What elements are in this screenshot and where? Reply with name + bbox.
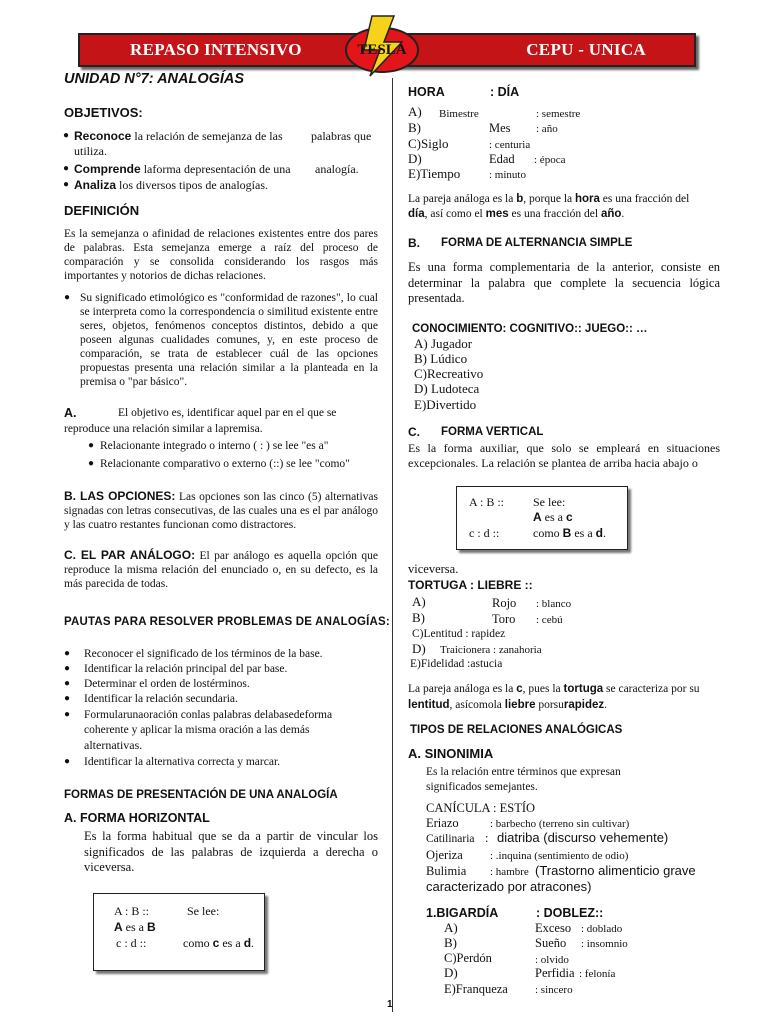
option-a: Toro (492, 612, 516, 626)
page-number: 1 (387, 999, 393, 1010)
option-b: : olvido (535, 954, 569, 966)
vertical-label: C. (408, 425, 420, 439)
option-a: Perfidia (535, 966, 575, 980)
bullet-icon: ● (63, 130, 70, 141)
example-value: : hambre (490, 866, 529, 878)
hora-explicacion: La pareja análoga es la b, porque la hora es una fracción del (408, 193, 690, 205)
option-b: : año (536, 123, 558, 135)
sinonimia-text-2: significados semejantes. (426, 781, 538, 793)
hora-title-dia: : DÍA (490, 85, 520, 99)
option-key: A) (412, 594, 426, 609)
sec-a-text: El objetivo es, identificar aquel par en el que se (118, 407, 337, 419)
pauta-item: Reconocer el significado de los términos de la base. (84, 648, 323, 660)
option-b: : cebú (536, 614, 563, 626)
option-b: : felonía (579, 968, 616, 980)
bullet-icon: ● (63, 179, 70, 190)
forma-horizontal-title: A. FORMA HORIZONTAL (64, 811, 210, 825)
option-item: B) Lúdico (414, 351, 468, 366)
option-a: Exceso (535, 921, 572, 935)
option-b: : blanco (536, 598, 572, 610)
alternancia-text: Es una forma complementaria de la anterior, consiste en determinar la palabra que complete la secuencia lógica presentada. (408, 260, 720, 305)
objetivo-2-tail: analogía. (315, 162, 359, 176)
relacionante-interno: Relacionante integrado o interno ( : ) se lee "es a" (100, 440, 329, 452)
definicion-paragraph: Es la semejanza o afinidad de relaciones existentes entre dos pares de palabras. Esta semejanza emerge a raíz del proceso de comparación y se consolida considerando los rasgos más importantes y notorios de dichas relaciones. (64, 228, 378, 282)
svg-text:TESLA: TESLA (357, 42, 407, 58)
option-key: D) (412, 641, 426, 656)
definicion-title: DEFINICIÓN (64, 203, 140, 218)
bullet-icon: ● (64, 292, 71, 303)
bullet-icon: ● (88, 440, 95, 451)
header-right-title: CEPU - UNICA (526, 40, 646, 59)
objetivos-title: OBJETIVOS: (64, 105, 143, 120)
sec-a-text-2: reproduce una relación similar a lapremisa. (64, 423, 263, 435)
option-key: E)Franqueza (444, 982, 508, 996)
pautas-title: PAUTAS PARA RESOLVER PROBLEMAS DE ANALOGÍAS: (64, 616, 390, 628)
header-left-title: REPASO INTENSIVO (130, 40, 302, 59)
relacionante-externo: Relacionante comparativo o externo (::) se lee "como" (100, 458, 350, 470)
option-b: : minuto (489, 169, 526, 181)
hora-explicacion-2: día, así como el mes es una fracción del año. (408, 208, 625, 220)
option-item: A) Jugador (414, 336, 473, 351)
option-key: B) (444, 935, 457, 950)
bigardia-title: 1.BIGARDÍA (426, 906, 499, 920)
bullet-icon: ● (63, 163, 70, 174)
option-b: : semestre (536, 108, 581, 120)
forma-horizontal-text: Es la forma habitual que se da a partir de vincular los significados de las palabras de izquierda a derecha o viceversa. (84, 829, 378, 874)
option-a: Bimestre (439, 108, 479, 120)
option-a: Rojo (492, 596, 517, 610)
objetivo-1: Reconoce la relación de semejanza de las (74, 129, 283, 143)
tortuga-title: TORTUGA : LIEBRE :: (408, 578, 533, 592)
canicula-pair: CANÍCULA : ESTÍO (426, 801, 536, 815)
pauta-item-cont: alternativas. (84, 738, 143, 752)
column-divider (392, 78, 393, 1012)
alternancia-label: B. (408, 236, 420, 250)
objetivo-3: Analiza los diversos tipos de analogías. (74, 178, 268, 192)
bullet-icon: ● (88, 458, 95, 469)
option-b: : época (534, 154, 566, 166)
option-item: C)Recreativo (414, 366, 484, 381)
option-item: E)Divertido (414, 397, 477, 412)
sec-c-par-analogo: C. EL PAR ANÁLOGO: El par análogo es aquella opción que reproduce la misma relación del enunciado o, en su defecto, es la más parecida de todas. (64, 548, 378, 590)
option-item: D) Ludoteca (414, 381, 480, 396)
alternancia-title: FORMA DE ALTERNANCIA SIMPLE (441, 237, 633, 249)
option-key: E)Tiempo (408, 166, 461, 181)
example-value: : .inquina (sentimiento de odio) (490, 850, 629, 862)
vertical-text: Es la forma auxiliar, que solo se empleará en situaciones excepcionales. La relación se plantea de arriba hacia abajo o (408, 441, 720, 470)
option-a: Edad (489, 152, 515, 166)
sec-b-opciones: B. LAS OPCIONES: Las opciones son las cinco (5) alternativas signadas con letras consecutivas, de las cuales una es el par análogo y las cuatro restantes funcionan como distractores. (64, 489, 378, 531)
pauta-item: Determinar el orden de lostérminos. (84, 678, 250, 690)
pauta-item: Identificar la relación secundaria. (84, 693, 238, 705)
objetivo-2: Comprende laforma depresentación de una (74, 162, 291, 176)
vertical-example-box: A : B :: Se lee: A es a c c : d :: como B es a d. (456, 486, 628, 550)
example-key: Eriazo (426, 816, 459, 830)
option-a: Sueño (535, 936, 567, 950)
conocimiento-title: CONOCIMIENTO: COGNITIVO:: JUEGO:: … (412, 323, 648, 335)
tortuga-explicacion-2: lentitud, asícomola liebre porsurapidez. (408, 699, 608, 711)
example-key: Catilinaria (426, 833, 475, 845)
pauta-item-cont: coherente y aplicar la misma oración a las demás (84, 724, 310, 736)
option-item: E)Fidelidad :astucia (410, 658, 503, 670)
vertical-title: FORMA VERTICAL (441, 426, 544, 438)
option-b: : doblado (581, 923, 623, 935)
objetivo-1-end: utiliza. (74, 144, 107, 158)
tortuga-explicacion: La pareja análoga es la c, pues la tortuga se caracteriza por su (408, 683, 700, 695)
option-key: A) (408, 104, 422, 119)
option-key: D) (408, 151, 422, 166)
example-value: : barbecho (terreno sin cultivar) (490, 818, 630, 830)
bulimia-extension-2: caracterizado por atracones) (426, 879, 592, 894)
sinonimia-title: A. SINONIMIA (408, 746, 494, 761)
bulimia-extension: (Trastorno alimenticio grave (535, 863, 696, 878)
option-key: B) (412, 610, 425, 625)
option-a: Traicionera : zanahoria (440, 644, 542, 656)
bigardia-title-doblez: : DOBLEZ:: (536, 906, 604, 920)
vertical-text-end: viceversa. (408, 562, 459, 576)
option-key: B) (408, 120, 421, 135)
sinonimia-text: Es la relación entre términos que expresan (426, 766, 621, 778)
sec-a-label: A. (64, 406, 77, 420)
option-item: C)Lentitud : rapidez (412, 628, 506, 640)
tesla-logo (332, 14, 432, 78)
example-value: : (485, 831, 489, 845)
option-b: : sincero (535, 984, 573, 996)
diatriba-text: diatriba (discurso vehemente) (497, 830, 669, 845)
example-key: Bulimia (426, 864, 467, 878)
option-b: : insomnio (581, 938, 628, 950)
horizontal-example-box: A : B :: Se lee: A es a B c : d :: como c es a d. (93, 893, 265, 971)
pauta-item: Identificar la alternativa correcta y marcar. (84, 756, 281, 768)
pauta-item: Identificar la relación principal del par base. (84, 663, 288, 675)
option-key: C)Siglo (408, 136, 449, 151)
hora-title: HORA (408, 85, 445, 99)
formas-title: FORMAS DE PRESENTACIÓN DE UNA ANALOGÍA (64, 789, 338, 801)
option-key: C)Perdón (444, 951, 492, 965)
option-key: D) (444, 965, 458, 980)
option-b: : centuria (489, 139, 531, 151)
objetivo-1-tail: palabras que (311, 129, 372, 143)
unit-title: UNIDAD N°7: ANALOGÍAS (64, 71, 245, 87)
example-key: Ojeriza (426, 848, 463, 862)
tipos-title: TIPOS DE RELACIONES ANALÓGICAS (410, 724, 623, 736)
option-a: Mes (489, 121, 511, 135)
pauta-item: Formularunaoración conlas palabras delabasedeforma (84, 709, 333, 721)
option-key: A) (444, 920, 458, 935)
definicion-etimologia: Su significado etimológico es "conformidad de razones", lo cual se interpreta como la correspondencia o similitud existente entre seres, objetos, fenómenos conceptos distintos, debido a que poseen algunas cualidades comunes, y, en este proceso de comparación, se trata de establecer cuál de las opciones propuestas presenta una relación similar a la planteada en la premisa o "par básico". (80, 292, 378, 388)
